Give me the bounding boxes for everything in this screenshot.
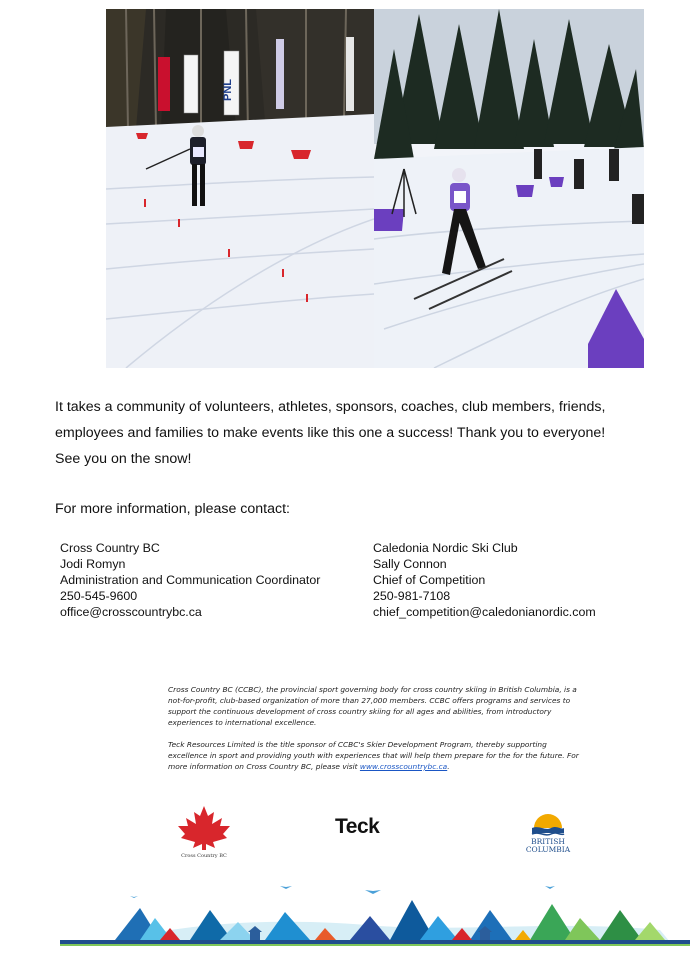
link-period: . — [447, 762, 450, 771]
sun-icon — [534, 814, 562, 828]
sponsor-text: Teck Resources Limited is the title sponsor of CCBC's Skier Development Program, thereby supporting excellence in sport and providing youth with experiences that will help them prepare for the for the future. For more information on Cross Country BC, please visit — [168, 740, 579, 771]
thank-you-message — [55, 394, 685, 472]
bc-logo — [519, 806, 577, 856]
contact-name: Jodi Romyn — [60, 557, 126, 571]
contact-title: Chief of Competition — [373, 573, 486, 587]
bc-logo-line2: COLUMBIA — [525, 845, 571, 854]
message-line: employees and families to make events like this one a success! Thank you to everyone! — [55, 425, 606, 441]
race-photo-left — [106, 9, 374, 368]
ccbc-logo-text: Cross Country BC — [181, 853, 227, 859]
race-photo-right — [374, 9, 644, 368]
landscape-banner — [60, 880, 690, 950]
contact-email[interactable]: chief_competition@caledonianordic.com — [373, 605, 596, 619]
about-paragraph: Cross Country BC (CCBC), the provincial sport governing body for cross country skiing in British Columbia, is a not-for-profit, club-based organization of more than 27,000 members. CCBC offers programs and services to support the continuous development of cross country skiing for all ages and abilities, from introductory experiences to international excellence. — [168, 685, 577, 727]
flag-text: PNL — [222, 79, 234, 101]
contact-phone: 250-981-7108 — [373, 589, 451, 603]
contact-phone: 250-545-9600 — [60, 589, 138, 603]
contact-block-caledonia — [373, 540, 596, 620]
sponsor-paragraph — [168, 739, 580, 772]
about-ccbc — [168, 684, 580, 783]
more-info-heading: For more information, please contact: — [55, 501, 290, 517]
website-link[interactable]: www.crosscountrybc.ca — [359, 762, 448, 771]
bc-logo-line1: BRITISH — [531, 837, 565, 846]
contact-block-ccbc — [60, 540, 320, 620]
ccbc-logo — [175, 804, 233, 860]
contact-org: Caledonia Nordic Ski Club — [373, 541, 518, 555]
contact-title: Administration and Communication Coordinator — [60, 573, 321, 587]
contact-org: Cross Country BC — [60, 541, 160, 555]
message-line: It takes a community of volunteers, athletes, sponsors, coaches, club members, friends, — [55, 399, 606, 415]
contact-name: Sally Connon — [373, 557, 447, 571]
contact-email[interactable]: office@crosscountrybc.ca — [60, 605, 202, 619]
teck-logo: Teck — [335, 815, 380, 838]
message-line: See you on the snow! — [55, 451, 192, 467]
maple-leaf-icon — [178, 806, 230, 850]
